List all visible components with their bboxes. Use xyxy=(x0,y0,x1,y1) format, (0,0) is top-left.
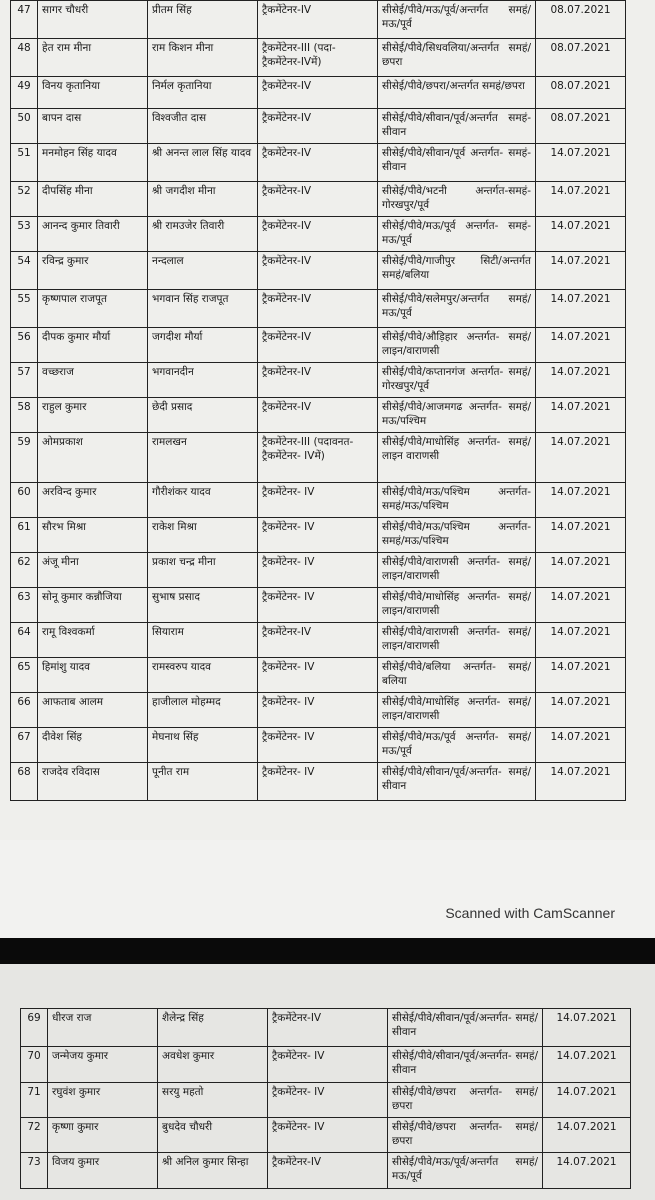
table-row xyxy=(11,553,626,588)
date-cell: 14.07.2021 xyxy=(536,693,626,728)
date-cell: 14.07.2021 xyxy=(543,1083,631,1118)
serial-number-cell: 56 xyxy=(11,328,38,363)
unit-cell: सीसेई/पीवे/सिधवलिया/अन्तर्गत समहं/छपरा xyxy=(378,39,536,77)
date-cell: 14.07.2021 xyxy=(536,144,626,182)
table-row xyxy=(11,1,626,39)
table-row xyxy=(11,39,626,77)
father-name-cell: सियाराम xyxy=(148,623,258,658)
serial-number-cell: 48 xyxy=(11,39,38,77)
table-row xyxy=(11,588,626,623)
serial-number-cell: 50 xyxy=(11,109,38,144)
unit-cell: सीसेई/पीवे/सीवान/पूर्व/अन्तर्गत- समहं/सीवान xyxy=(388,1009,543,1047)
unit-cell: सीसेई/पीवे/वाराणसी अन्तर्गत- समहं/लाइन/वाराणसी xyxy=(378,553,536,588)
table-row xyxy=(11,144,626,182)
father-name-cell: गौरीशंकर यादव xyxy=(148,483,258,518)
unit-cell: सीसेई/पीवे/सलेमपुर/अन्तर्गत समहं/मऊ/पूर्व xyxy=(378,290,536,328)
table-row xyxy=(11,398,626,433)
table-row xyxy=(11,623,626,658)
unit-cell: सीसेई/पीवे/माधोसिंह अन्तर्गत- समहं/लाइन/वाराणसी xyxy=(378,693,536,728)
date-cell: 08.07.2021 xyxy=(536,77,626,109)
date-cell: 14.07.2021 xyxy=(543,1153,631,1189)
serial-number-cell: 63 xyxy=(11,588,38,623)
unit-cell: सीसेई/पीवे/आजमगढ अन्तर्गत- समहं/मऊ/पश्चिम xyxy=(378,398,536,433)
unit-cell: सीसेई/पीवे/छपरा अन्तर्गत- समहं/छपरा xyxy=(388,1083,543,1118)
employee-name-cell: रघुवंश कुमार xyxy=(48,1083,158,1118)
post-cell: ट्रैकमेंटेनर- IV xyxy=(258,553,378,588)
father-name-cell: रामस्वरुप यादव xyxy=(148,658,258,693)
unit-cell: सीसेई/पीवे/सीवान/पूर्व/अन्तर्गत- समहं/सीवान xyxy=(378,763,536,801)
post-cell: ट्रैकमेंटेनर-IV xyxy=(258,290,378,328)
unit-cell: सीसेई/पीवे/माधोसिंह अन्तर्गत- समहं/लाइन वाराणसी xyxy=(378,433,536,483)
employee-name-cell: दीपसिंह मीना xyxy=(38,182,148,217)
table-row xyxy=(11,217,626,252)
post-cell: ट्रैकमेंटेनर-III (पदावनत-ट्रैकमेंटेनर- IVमें) xyxy=(258,433,378,483)
transfer-table-page-1 xyxy=(10,0,626,801)
serial-number-cell: 59 xyxy=(11,433,38,483)
serial-number-cell: 55 xyxy=(11,290,38,328)
table-row xyxy=(21,1153,631,1189)
post-cell: ट्रैकमेंटेनर- IV xyxy=(258,763,378,801)
date-cell: 14.07.2021 xyxy=(543,1118,631,1153)
father-name-cell: मेघनाथ सिंह xyxy=(148,728,258,763)
unit-cell: सीसेई/पीवे/औड़िहार अन्तर्गत- समहं/लाइन/वाराणसी xyxy=(378,328,536,363)
post-cell: ट्रैकमेंटेनर-IV xyxy=(258,217,378,252)
unit-cell: सीसेई/पीवे/वाराणसी अन्तर्गत- समहं/लाइन/वाराणसी xyxy=(378,623,536,658)
date-cell: 14.07.2021 xyxy=(536,588,626,623)
date-cell: 14.07.2021 xyxy=(536,363,626,398)
employee-name-cell: बापन दास xyxy=(38,109,148,144)
unit-cell: सीसेई/पीवे/मऊ/पश्चिम अन्तर्गत- समहं/मऊ/पश्चिम xyxy=(378,483,536,518)
post-cell: ट्रैकमेंटेनर-IV xyxy=(258,252,378,290)
serial-number-cell: 61 xyxy=(11,518,38,553)
unit-cell: सीसेई/पीवे/छपरा/अन्तर्गत समहं/छपरा xyxy=(378,77,536,109)
post-cell: ट्रैकमेंटेनर-IV xyxy=(258,144,378,182)
post-cell: ट्रैकमेंटेनर-IV xyxy=(258,182,378,217)
father-name-cell: जगदीश मौर्या xyxy=(148,328,258,363)
date-cell: 14.07.2021 xyxy=(536,217,626,252)
post-cell: ट्रैकमेंटेनर-IV xyxy=(268,1153,388,1189)
father-name-cell: बुधदेव चौधरी xyxy=(158,1118,268,1153)
date-cell: 08.07.2021 xyxy=(536,109,626,144)
date-cell: 14.07.2021 xyxy=(536,728,626,763)
employee-name-cell: विजय कुमार xyxy=(48,1153,158,1189)
table-row xyxy=(11,363,626,398)
serial-number-cell: 52 xyxy=(11,182,38,217)
father-name-cell: भगवानदीन xyxy=(148,363,258,398)
father-name-cell: हाजीलाल मोहम्मद xyxy=(148,693,258,728)
table-row xyxy=(21,1047,631,1083)
employee-name-cell: कृष्णा कुमार xyxy=(48,1118,158,1153)
table-row xyxy=(11,433,626,483)
date-cell: 14.07.2021 xyxy=(543,1047,631,1083)
date-cell: 14.07.2021 xyxy=(536,658,626,693)
serial-number-cell: 49 xyxy=(11,77,38,109)
serial-number-cell: 69 xyxy=(21,1009,48,1047)
father-name-cell: प्रीतम सिंह xyxy=(148,1,258,39)
employee-name-cell: ओमप्रकाश xyxy=(38,433,148,483)
table-row xyxy=(11,290,626,328)
post-cell: ट्रैकमेंटेनर-III (पदा- ट्रैकमेंटेनर-IVमें) xyxy=(258,39,378,77)
serial-number-cell: 53 xyxy=(11,217,38,252)
transfer-table-page-2 xyxy=(20,1008,631,1189)
unit-cell: सीसेई/पीवे/गाजीपुर सिटी/अन्तर्गत समहं/बलिया xyxy=(378,252,536,290)
employee-name-cell: राहुल कुमार xyxy=(38,398,148,433)
employee-name-cell: रामू विश्वकर्मा xyxy=(38,623,148,658)
unit-cell: सीसेई/पीवे/बलिया अन्तर्गत- समहं/बलिया xyxy=(378,658,536,693)
employee-name-cell: विनय कृतानिया xyxy=(38,77,148,109)
serial-number-cell: 57 xyxy=(11,363,38,398)
serial-number-cell: 64 xyxy=(11,623,38,658)
father-name-cell: रामलखन xyxy=(148,433,258,483)
serial-number-cell: 47 xyxy=(11,1,38,39)
post-cell: ट्रैकमेंटेनर- IV xyxy=(258,693,378,728)
employee-name-cell: हिमांशु यादव xyxy=(38,658,148,693)
serial-number-cell: 60 xyxy=(11,483,38,518)
father-name-cell: सुभाष प्रसाद xyxy=(148,588,258,623)
date-cell: 14.07.2021 xyxy=(536,182,626,217)
employee-name-cell: आनन्द कुमार तिवारी xyxy=(38,217,148,252)
date-cell: 14.07.2021 xyxy=(536,252,626,290)
date-cell: 14.07.2021 xyxy=(536,328,626,363)
father-name-cell: श्री अनन्त लाल सिंह यादव xyxy=(148,144,258,182)
employee-name-cell: राजदेव रविदास xyxy=(38,763,148,801)
unit-cell: सीसेई/पीवे/छपरा अन्तर्गत- समहं/छपरा xyxy=(388,1118,543,1153)
date-cell: 14.07.2021 xyxy=(536,398,626,433)
camscanner-watermark: Scanned with CamScanner xyxy=(445,905,615,921)
post-cell: ट्रैकमेंटेनर-IV xyxy=(258,1,378,39)
unit-cell: सीसेई/पीवे/सीवान/पूर्व/अन्तर्गत- समहं/सीवान xyxy=(388,1047,543,1083)
post-cell: ट्रैकमेंटेनर-IV xyxy=(258,109,378,144)
employee-name-cell: कृष्णपाल राजपूत xyxy=(38,290,148,328)
table-row xyxy=(21,1083,631,1118)
father-name-cell: नन्दलाल xyxy=(148,252,258,290)
employee-name-cell: अंजू मीना xyxy=(38,553,148,588)
serial-number-cell: 62 xyxy=(11,553,38,588)
employee-name-cell: हेत राम मीना xyxy=(38,39,148,77)
date-cell: 08.07.2021 xyxy=(536,1,626,39)
employee-name-cell: मनमोहन सिंह यादव xyxy=(38,144,148,182)
table-row xyxy=(21,1118,631,1153)
post-cell: ट्रैकमेंटेनर-IV xyxy=(258,363,378,398)
unit-cell: सीसेई/पीवे/माधोसिंह अन्तर्गत- समहं/लाइन/वाराणसी xyxy=(378,588,536,623)
unit-cell: सीसेई/पीवे/कप्तानगंज अन्तर्गत- समहं/गोरखपुर/पूर्व xyxy=(378,363,536,398)
table-row xyxy=(11,728,626,763)
table-row xyxy=(11,109,626,144)
table-row xyxy=(11,182,626,217)
serial-number-cell: 54 xyxy=(11,252,38,290)
post-cell: ट्रैकमेंटेनर-IV xyxy=(258,328,378,363)
post-cell: ट्रैकमेंटेनर-IV xyxy=(258,623,378,658)
page-1-bottom-margin xyxy=(0,840,655,938)
post-cell: ट्रैकमेंटेनर-IV xyxy=(268,1009,388,1047)
father-name-cell: शैलेन्द्र सिंह xyxy=(158,1009,268,1047)
father-name-cell: पूनीत राम xyxy=(148,763,258,801)
unit-cell: सीसेई/पीवे/मऊ/पूर्व/अन्तर्गत समहं/मऊ/पूर्व xyxy=(378,1,536,39)
serial-number-cell: 51 xyxy=(11,144,38,182)
post-cell: ट्रैकमेंटेनर- IV xyxy=(258,728,378,763)
father-name-cell: निर्मल कृतानिया xyxy=(148,77,258,109)
post-cell: ट्रैकमेंटेनर- IV xyxy=(258,483,378,518)
employee-name-cell: सोनू कुमार कन्नौजिया xyxy=(38,588,148,623)
table-row xyxy=(21,1009,631,1047)
employee-name-cell: वच्छराज xyxy=(38,363,148,398)
date-cell: 14.07.2021 xyxy=(536,763,626,801)
father-name-cell: सरयु महतो xyxy=(158,1083,268,1118)
employee-name-cell: दीपक कुमार मौर्या xyxy=(38,328,148,363)
employee-name-cell: धीरज राज xyxy=(48,1009,158,1047)
unit-cell: सीसेई/पीवे/मऊ/पूर्व अन्तर्गत- समहं-मऊ/पूर्व xyxy=(378,217,536,252)
unit-cell: सीसेई/पीवे/मऊ/पश्चिम अन्तर्गत- समहं/मऊ/पश्चिम xyxy=(378,518,536,553)
date-cell: 14.07.2021 xyxy=(543,1009,631,1047)
serial-number-cell: 68 xyxy=(11,763,38,801)
employee-name-cell: दीवेश सिंह xyxy=(38,728,148,763)
table-row xyxy=(11,328,626,363)
serial-number-cell: 73 xyxy=(21,1153,48,1189)
unit-cell: सीसेई/पीवे/सीवान/पूर्व अन्तर्गत- समहं-सीवान xyxy=(378,144,536,182)
post-cell: ट्रैकमेंटेनर- IV xyxy=(258,518,378,553)
table-row xyxy=(11,693,626,728)
father-name-cell: श्री रामउजेर तिवारी xyxy=(148,217,258,252)
post-cell: ट्रैकमेंटेनर- IV xyxy=(268,1118,388,1153)
page-divider xyxy=(0,938,655,964)
table-row xyxy=(11,252,626,290)
table-row xyxy=(11,77,626,109)
serial-number-cell: 66 xyxy=(11,693,38,728)
serial-number-cell: 65 xyxy=(11,658,38,693)
unit-cell: सीसेई/पीवे/भटनी अन्तर्गत-समहं- गोरखपुर/पूर्व xyxy=(378,182,536,217)
date-cell: 08.07.2021 xyxy=(536,39,626,77)
serial-number-cell: 71 xyxy=(21,1083,48,1118)
father-name-cell: राकेश मिश्रा xyxy=(148,518,258,553)
unit-cell: सीसेई/पीवे/मऊ/पूर्व अन्तर्गत- समहं/मऊ/पूर्व xyxy=(378,728,536,763)
father-name-cell: भगवान सिंह राजपूत xyxy=(148,290,258,328)
unit-cell: सीसेई/पीवे/मऊ/पूर्व/अन्तर्गत समहं/मऊ/पूर्व xyxy=(388,1153,543,1189)
post-cell: ट्रैकमेंटेनर- IV xyxy=(268,1083,388,1118)
unit-cell: सीसेई/पीवे/सीवान/पूर्व/अन्तर्गत समहं-सीवान xyxy=(378,109,536,144)
father-name-cell: श्री अनिल कुमार सिन्हा xyxy=(158,1153,268,1189)
father-name-cell: विश्वजीत दास xyxy=(148,109,258,144)
employee-name-cell: रविन्द्र कुमार xyxy=(38,252,148,290)
table-row xyxy=(11,658,626,693)
employee-name-cell: आफताब आलम xyxy=(38,693,148,728)
serial-number-cell: 67 xyxy=(11,728,38,763)
table-row xyxy=(11,518,626,553)
date-cell: 14.07.2021 xyxy=(536,623,626,658)
date-cell: 14.07.2021 xyxy=(536,290,626,328)
date-cell: 14.07.2021 xyxy=(536,553,626,588)
table-row xyxy=(11,483,626,518)
post-cell: ट्रैकमेंटेनर-IV xyxy=(258,398,378,433)
serial-number-cell: 70 xyxy=(21,1047,48,1083)
employee-name-cell: अरविन्द कुमार xyxy=(38,483,148,518)
post-cell: ट्रैकमेंटेनर- IV xyxy=(268,1047,388,1083)
post-cell: ट्रैकमेंटेनर- IV xyxy=(258,588,378,623)
employee-name-cell: सौरभ मिश्रा xyxy=(38,518,148,553)
post-cell: ट्रैकमेंटेनर-IV xyxy=(258,77,378,109)
date-cell: 14.07.2021 xyxy=(536,483,626,518)
father-name-cell: प्रकाश चन्द्र मीना xyxy=(148,553,258,588)
father-name-cell: छेदी प्रसाद xyxy=(148,398,258,433)
date-cell: 14.07.2021 xyxy=(536,433,626,483)
father-name-cell: अवधेश कुमार xyxy=(158,1047,268,1083)
post-cell: ट्रैकमेंटेनर- IV xyxy=(258,658,378,693)
employee-name-cell: जन्मेजय कुमार xyxy=(48,1047,158,1083)
date-cell: 14.07.2021 xyxy=(536,518,626,553)
serial-number-cell: 58 xyxy=(11,398,38,433)
father-name-cell: श्री जगदीश मीना xyxy=(148,182,258,217)
serial-number-cell: 72 xyxy=(21,1118,48,1153)
table-row xyxy=(11,763,626,801)
father-name-cell: राम किशन मीना xyxy=(148,39,258,77)
employee-name-cell: सागर चौधरी xyxy=(38,1,148,39)
